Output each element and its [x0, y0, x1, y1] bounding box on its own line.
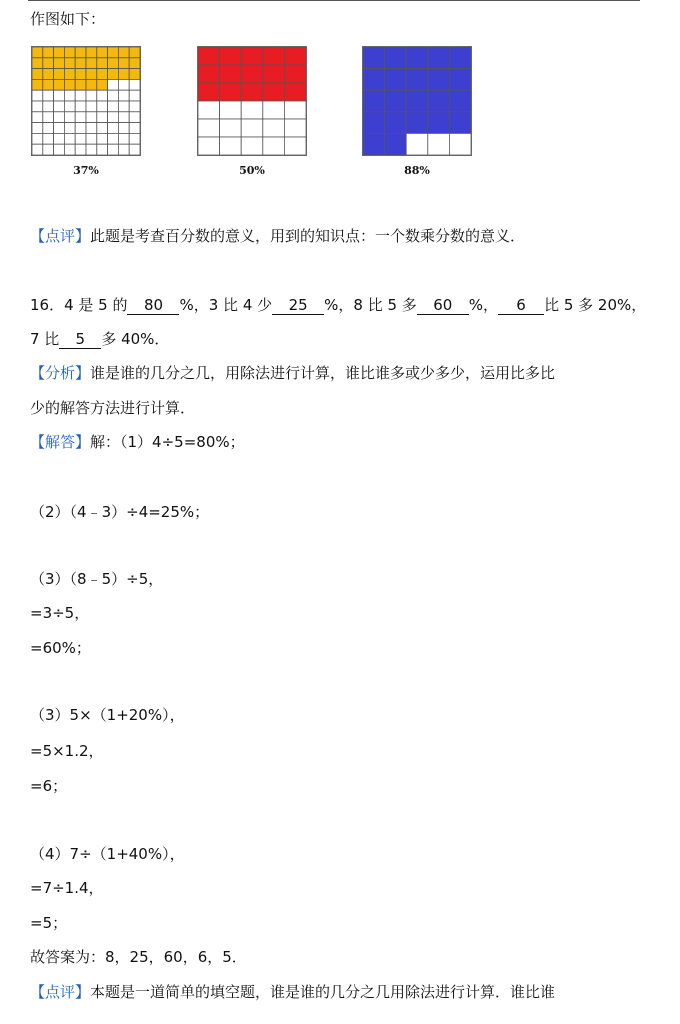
empty-cell	[198, 137, 220, 155]
empty-cell	[54, 133, 65, 144]
empty-cell	[406, 133, 428, 155]
empty-cell	[64, 133, 75, 144]
question-16-line-2	[30, 328, 169, 350]
question-text: %，8 比 5 多	[324, 296, 417, 314]
empty-cell	[75, 101, 86, 112]
empty-cell	[108, 79, 119, 90]
intro-text: 作图如下：	[30, 10, 106, 28]
empty-cell	[64, 101, 75, 112]
shaded-cell	[449, 69, 471, 91]
comment-text: 此题是考查百分数的意义，用到的知识点：一个数乘分数的意义．	[90, 227, 526, 245]
empty-cell	[220, 101, 242, 119]
empty-cell	[118, 144, 129, 155]
shaded-cell	[449, 47, 471, 69]
shaded-cell	[97, 47, 108, 58]
empty-cell	[220, 137, 242, 155]
shaded-cell	[108, 47, 119, 58]
shaded-cell	[220, 65, 242, 83]
empty-cell	[43, 133, 54, 144]
shaded-cell	[54, 58, 65, 69]
shaded-cell	[43, 47, 54, 58]
solution-step: =6；	[30, 777, 68, 795]
shaded-cell	[108, 58, 119, 69]
empty-cell	[32, 112, 43, 123]
solution-step: =3÷5，	[30, 604, 90, 622]
empty-cell	[97, 112, 108, 123]
shaded-cell	[220, 83, 242, 101]
empty-cell	[129, 90, 140, 101]
shaded-cell	[64, 79, 75, 90]
shaded-cell	[220, 47, 242, 65]
empty-cell	[86, 144, 97, 155]
shaded-cell	[406, 90, 428, 112]
shaded-cell	[406, 112, 428, 134]
analysis-tag: 【分析】	[30, 364, 91, 382]
empty-cell	[64, 144, 75, 155]
analysis-line-1	[30, 362, 555, 384]
solution-text: 解：（1）4÷5=80%；	[90, 433, 245, 451]
empty-cell	[32, 90, 43, 101]
empty-cell	[129, 101, 140, 112]
shaded-cell	[284, 83, 306, 101]
shaded-cell	[428, 69, 450, 91]
empty-cell	[118, 133, 129, 144]
shaded-cell	[129, 47, 140, 58]
empty-cell	[32, 101, 43, 112]
shaded-cell	[363, 47, 385, 69]
solution-step: （3）（8﹣5）÷5，	[30, 570, 164, 588]
empty-cell	[198, 101, 220, 119]
shaded-cell	[385, 47, 407, 69]
shaded-cell	[64, 69, 75, 80]
shaded-cell	[129, 58, 140, 69]
shaded-cell	[241, 83, 263, 101]
empty-cell	[32, 133, 43, 144]
shaded-cell	[241, 65, 263, 83]
shaded-cell	[284, 65, 306, 83]
solution-step: =5×1.2，	[30, 742, 104, 760]
empty-cell	[129, 112, 140, 123]
empty-cell	[284, 119, 306, 137]
empty-cell	[97, 123, 108, 134]
empty-cell	[86, 112, 97, 123]
empty-cell	[108, 112, 119, 123]
empty-cell	[220, 119, 242, 137]
empty-cell	[284, 101, 306, 119]
empty-cell	[129, 123, 140, 134]
shaded-cell	[43, 69, 54, 80]
shaded-cell	[64, 58, 75, 69]
shaded-cell	[32, 69, 43, 80]
empty-cell	[108, 123, 119, 134]
empty-cell	[108, 90, 119, 101]
shaded-cell	[118, 69, 129, 80]
shaded-cell	[263, 47, 285, 65]
empty-cell	[75, 133, 86, 144]
empty-cell	[54, 101, 65, 112]
shaded-cell	[198, 65, 220, 83]
answer-blank: 5	[59, 330, 101, 349]
empty-cell	[449, 133, 471, 155]
empty-cell	[129, 133, 140, 144]
empty-cell	[43, 101, 54, 112]
solution-step: 故答案为：8，25，60，6，5．	[30, 948, 247, 966]
empty-cell	[75, 144, 86, 155]
shaded-cell	[428, 47, 450, 69]
analysis-text: 谁是谁的几分之几，用除法进行计算，谁比谁多或少多少，运用比多比	[90, 364, 556, 382]
empty-cell	[97, 90, 108, 101]
empty-cell	[43, 144, 54, 155]
empty-cell	[43, 90, 54, 101]
shaded-cell	[118, 47, 129, 58]
analysis-line-2: 少的解答方法进行计算．	[30, 399, 196, 417]
empty-cell	[97, 101, 108, 112]
empty-cell	[241, 137, 263, 155]
answer-blank: 60	[417, 296, 469, 315]
answer-blank: 25	[272, 296, 324, 315]
solution-step: =5；	[30, 914, 68, 932]
grid-caption: 50%	[239, 164, 265, 177]
grid-50-percent	[197, 46, 307, 156]
empty-cell	[32, 123, 43, 134]
question-text: %，3 比 4 少	[179, 296, 273, 314]
shaded-cell	[385, 133, 407, 155]
shaded-cell	[75, 47, 86, 58]
shaded-cell	[406, 69, 428, 91]
shaded-cell	[363, 133, 385, 155]
empty-cell	[75, 123, 86, 134]
comment-tag: 【点评】	[30, 227, 91, 245]
empty-cell	[86, 123, 97, 134]
solution-step: =60%；	[30, 639, 91, 657]
shaded-cell	[97, 69, 108, 80]
empty-cell	[118, 112, 129, 123]
empty-cell	[118, 79, 129, 90]
empty-cell	[263, 119, 285, 137]
empty-cell	[118, 90, 129, 101]
empty-cell	[86, 101, 97, 112]
empty-cell	[64, 112, 75, 123]
shaded-cell	[263, 65, 285, 83]
shaded-cell	[75, 69, 86, 80]
empty-cell	[54, 90, 65, 101]
question-text: %，	[468, 296, 499, 314]
empty-cell	[108, 133, 119, 144]
shaded-cell	[198, 83, 220, 101]
shaded-cell	[263, 83, 285, 101]
empty-cell	[97, 144, 108, 155]
shaded-cell	[54, 47, 65, 58]
shaded-cell	[385, 112, 407, 134]
solution-line	[30, 431, 245, 453]
empty-cell	[263, 137, 285, 155]
grid-88-percent	[362, 46, 472, 156]
grid-37-percent	[31, 46, 141, 156]
solution-step: （3）5×（1+20%），	[30, 706, 185, 724]
empty-cell	[118, 101, 129, 112]
grid-caption: 88%	[404, 164, 430, 177]
shaded-cell	[385, 69, 407, 91]
question-text: 比 5 多 20%，	[544, 296, 647, 314]
empty-cell	[86, 90, 97, 101]
shaded-cell	[241, 47, 263, 65]
shaded-cell	[406, 47, 428, 69]
shaded-cell	[449, 90, 471, 112]
shaded-cell	[64, 47, 75, 58]
empty-cell	[428, 133, 450, 155]
empty-cell	[241, 101, 263, 119]
comment-1	[30, 225, 525, 247]
shaded-cell	[118, 58, 129, 69]
question-16-line-1	[30, 294, 646, 316]
empty-cell	[75, 112, 86, 123]
shaded-cell	[428, 112, 450, 134]
answer-blank: 6	[498, 296, 544, 315]
empty-cell	[54, 144, 65, 155]
empty-cell	[129, 144, 140, 155]
empty-cell	[64, 90, 75, 101]
question-text: 多 40%．	[101, 330, 170, 348]
empty-cell	[64, 123, 75, 134]
shaded-cell	[86, 69, 97, 80]
empty-cell	[97, 133, 108, 144]
empty-cell	[75, 90, 86, 101]
shaded-cell	[75, 79, 86, 90]
shaded-cell	[428, 90, 450, 112]
shaded-cell	[32, 47, 43, 58]
empty-cell	[129, 79, 140, 90]
solution-step: （2）（4﹣3）÷4=25%；	[30, 503, 210, 521]
shaded-cell	[363, 112, 385, 134]
empty-cell	[86, 133, 97, 144]
shaded-cell	[86, 79, 97, 90]
shaded-cell	[363, 90, 385, 112]
shaded-cell	[43, 58, 54, 69]
shaded-cell	[108, 69, 119, 80]
empty-cell	[32, 144, 43, 155]
solution-step: （4）7÷（1+40%），	[30, 845, 185, 863]
empty-cell	[263, 101, 285, 119]
shaded-cell	[32, 58, 43, 69]
shaded-cell	[54, 79, 65, 90]
empty-cell	[54, 112, 65, 123]
comment-tag: 【点评】	[30, 983, 91, 1001]
shaded-cell	[284, 47, 306, 65]
shaded-cell	[97, 79, 108, 90]
empty-cell	[118, 123, 129, 134]
empty-cell	[284, 137, 306, 155]
empty-cell	[43, 112, 54, 123]
comment-text: 本题是一道简单的填空题，谁是谁的几分之几用除法进行计算．谁比谁	[90, 983, 556, 1001]
shaded-cell	[385, 90, 407, 112]
empty-cell	[108, 144, 119, 155]
question-text: 7 比	[30, 330, 60, 348]
shaded-cell	[43, 79, 54, 90]
empty-cell	[43, 123, 54, 134]
comment-2	[30, 981, 555, 1003]
empty-cell	[54, 123, 65, 134]
shaded-cell	[86, 47, 97, 58]
shaded-cell	[97, 58, 108, 69]
empty-cell	[108, 101, 119, 112]
empty-cell	[241, 119, 263, 137]
answer-blank: 80	[127, 296, 179, 315]
shaded-cell	[54, 69, 65, 80]
shaded-cell	[198, 47, 220, 65]
solution-tag: 【解答】	[30, 433, 91, 451]
shaded-cell	[129, 69, 140, 80]
shaded-cell	[32, 79, 43, 90]
solution-step: =7÷1.4，	[30, 879, 104, 897]
shaded-cell	[86, 58, 97, 69]
empty-cell	[198, 119, 220, 137]
question-text: 16．4 是 5 的	[30, 296, 128, 314]
shaded-cell	[363, 69, 385, 91]
grid-caption: 37%	[73, 164, 99, 177]
shaded-cell	[449, 112, 471, 134]
top-rule	[28, 0, 640, 1]
shaded-cell	[75, 58, 86, 69]
